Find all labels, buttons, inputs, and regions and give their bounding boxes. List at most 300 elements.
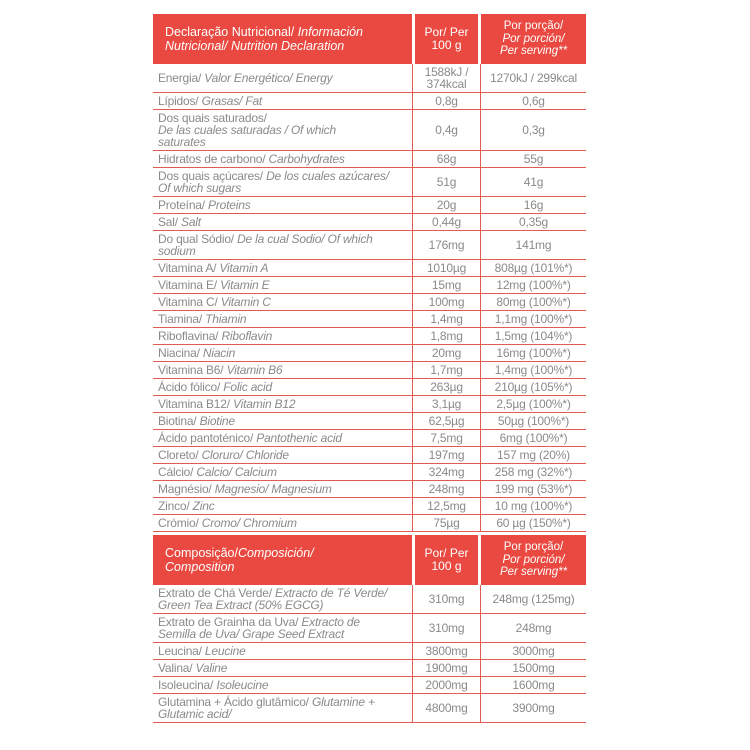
text-line: 4800mg xyxy=(425,701,468,715)
per-serving-value xyxy=(481,151,586,167)
per-serving-value xyxy=(481,110,586,150)
text-line xyxy=(158,72,410,84)
row-label xyxy=(153,413,412,429)
text-line xyxy=(158,364,410,376)
table-row xyxy=(153,151,586,168)
text-line: 1,8mg xyxy=(430,329,463,343)
text-line: 16g xyxy=(523,198,544,212)
text-line: 100 g xyxy=(431,559,462,573)
text-line xyxy=(481,566,586,579)
per-100g-value xyxy=(412,151,481,167)
text-line xyxy=(158,296,410,308)
text-line: 0,35g xyxy=(518,215,549,229)
per-serving-value xyxy=(481,311,586,327)
text-line: 1010µg xyxy=(426,261,467,275)
label-intl-segment: Zinc xyxy=(192,499,215,513)
per-serving-value xyxy=(481,260,586,276)
label-intl-segment: Extracto de xyxy=(301,615,360,629)
row-label xyxy=(153,362,412,378)
text-line xyxy=(158,415,410,427)
per-serving-value xyxy=(481,614,586,642)
label-intl-segment: De los cuales azúcares/ xyxy=(266,169,389,183)
text-line xyxy=(158,708,410,720)
nutrition-table xyxy=(153,14,586,723)
row-label xyxy=(153,231,412,259)
section-header xyxy=(153,14,586,64)
row-label xyxy=(153,464,412,480)
table-row xyxy=(153,294,586,311)
table-row xyxy=(153,413,586,430)
per-serving-value xyxy=(481,197,586,213)
per-serving-value xyxy=(481,168,586,196)
label-intl-segment: Leucine xyxy=(204,644,246,658)
per-100g-value xyxy=(412,660,481,676)
text-line: 808µg (101%*) xyxy=(494,261,573,275)
text-line: 80mg (100%*) xyxy=(496,295,571,309)
text-line: 41g xyxy=(523,175,544,189)
table-row xyxy=(153,168,586,197)
text-line xyxy=(158,679,410,691)
text-line: 263µg xyxy=(430,380,463,394)
label-intl-segment: Extracto de Té Verde/ xyxy=(275,586,388,600)
label-pt-segment: Lípidos/ xyxy=(158,94,202,108)
label-intl-segment: Of which sugars xyxy=(158,181,242,195)
label-pt-segment: Vitamina C/ xyxy=(158,295,221,309)
text-line: 16mg (100%*) xyxy=(496,346,571,360)
label-pt-segment: Cloreto/ xyxy=(158,448,202,462)
per-serving-value xyxy=(481,294,586,310)
per-100g-value xyxy=(412,464,481,480)
section-title xyxy=(153,535,412,585)
per-100g-column-header xyxy=(412,535,481,585)
per-100g-value xyxy=(412,93,481,109)
per-100g-value xyxy=(412,694,481,722)
table-row xyxy=(153,328,586,345)
per-100g-value xyxy=(412,168,481,196)
label-intl-segment: Salt xyxy=(181,215,201,229)
per-100g-value xyxy=(412,643,481,659)
label-intl-segment: Niacin xyxy=(202,346,236,360)
label-pt-segment: Dos quais saturados/ xyxy=(158,111,267,125)
row-label xyxy=(153,110,412,150)
text-line: 0,6g xyxy=(522,94,545,108)
table-row xyxy=(153,277,586,294)
label-intl-segment: Magnesio/ Magnesium xyxy=(214,482,332,496)
text-line xyxy=(158,95,410,107)
label-pt-segment: Ácido pantoténico/ xyxy=(158,431,257,445)
label-pt-segment: Leucina/ xyxy=(158,644,205,658)
label-intl-segment: De la cual Sodio/ Of which xyxy=(237,232,373,246)
text-line xyxy=(158,279,410,291)
per-100g-value xyxy=(412,260,481,276)
text-line: 157 mg (20%) xyxy=(497,448,570,462)
label-intl-segment: Por porción/ xyxy=(502,32,565,45)
per-serving-value xyxy=(481,214,586,230)
text-line: 20mg xyxy=(431,346,462,360)
text-line xyxy=(158,500,410,512)
label-intl-segment: Valine xyxy=(195,661,228,675)
text-line xyxy=(165,39,412,53)
row-label xyxy=(153,660,412,676)
label-pt-segment: Composição/ xyxy=(165,546,238,560)
text-line: 1588kJ / xyxy=(424,65,469,79)
text-line: 12,5mg xyxy=(427,499,466,513)
text-line: 1,4mg (100%*) xyxy=(494,363,573,377)
per-100g-value xyxy=(412,197,481,213)
label-intl-segment: Glutamic acid/ xyxy=(158,707,232,721)
per-100g-value xyxy=(412,64,481,92)
text-line xyxy=(158,466,410,478)
table-row xyxy=(153,64,586,93)
label-pt-segment: Crómio/ xyxy=(158,516,202,530)
per-100g-value xyxy=(412,362,481,378)
text-line xyxy=(158,432,410,444)
label-pt-segment: Do qual Sódio/ xyxy=(158,232,238,246)
text-line: 100 g xyxy=(431,38,462,52)
per-serving-value xyxy=(481,396,586,412)
text-line: 0,4g xyxy=(435,123,458,137)
text-line xyxy=(158,313,410,325)
text-line: 1,7mg xyxy=(430,363,463,377)
text-line xyxy=(481,33,586,46)
row-label xyxy=(153,481,412,497)
section-rows xyxy=(153,585,586,723)
text-line: 0,44g xyxy=(431,215,462,229)
label-pt-segment: Vitamina A/ xyxy=(158,261,220,275)
label-pt-segment: Isoleucina/ xyxy=(158,678,217,692)
label-pt-segment: Vitamina B6/ xyxy=(158,363,227,377)
row-label xyxy=(153,294,412,310)
text-line: Por/ Per xyxy=(424,546,469,560)
table-row xyxy=(153,481,586,498)
label-intl-segment: Biotine xyxy=(199,414,235,428)
per-serving-value xyxy=(481,643,586,659)
label-pt-segment: Zinco/ xyxy=(158,499,193,513)
table-row xyxy=(153,677,586,694)
row-label xyxy=(153,168,412,196)
text-line: 3900mg xyxy=(512,701,555,715)
per-serving-value xyxy=(481,64,586,92)
section-header xyxy=(153,535,586,585)
text-line: 100mg xyxy=(428,295,465,309)
table-row xyxy=(153,515,586,532)
table-row xyxy=(153,614,586,643)
per-100g-value xyxy=(412,614,481,642)
table-row xyxy=(153,231,586,260)
table-row xyxy=(153,498,586,515)
label-intl-segment: Per serving** xyxy=(499,566,568,579)
label-pt-segment: Extrato de Grainha da Uva/ xyxy=(158,615,302,629)
text-line: 0,8g xyxy=(435,94,458,108)
label-intl-segment: Semilla de Uva/ Grape Seed Extract xyxy=(158,627,344,641)
row-label xyxy=(153,345,412,361)
text-line: 248mg xyxy=(428,482,465,496)
label-intl-segment: Green Tea Extract (50% EGCG) xyxy=(158,598,324,612)
text-line xyxy=(158,483,410,495)
text-line xyxy=(158,381,410,393)
table-row xyxy=(153,643,586,660)
table-row xyxy=(153,311,586,328)
text-line: 248mg (125mg) xyxy=(492,592,575,606)
table-row xyxy=(153,447,586,464)
per-serving-value xyxy=(481,585,586,613)
table-row xyxy=(153,430,586,447)
row-label xyxy=(153,585,412,613)
text-line: 75µg xyxy=(433,516,460,530)
row-label xyxy=(153,64,412,92)
per-serving-value xyxy=(481,93,586,109)
table-section xyxy=(153,14,586,532)
per-serving-value xyxy=(481,515,586,531)
per-100g-value xyxy=(412,498,481,514)
label-intl-segment: Composición/ xyxy=(237,546,314,560)
label-pt-segment: Energia/ xyxy=(158,71,205,85)
row-label xyxy=(153,447,412,463)
row-label xyxy=(153,498,412,514)
text-line: 12mg (100%*) xyxy=(496,278,571,292)
label-pt-segment: Sal/ xyxy=(158,215,182,229)
table-row xyxy=(153,379,586,396)
text-line xyxy=(158,182,410,194)
text-line xyxy=(158,398,410,410)
row-label xyxy=(153,379,412,395)
text-line xyxy=(158,347,410,359)
row-label xyxy=(153,677,412,693)
per-serving-value xyxy=(481,277,586,293)
per-100g-value xyxy=(412,585,481,613)
per-100g-value xyxy=(412,396,481,412)
text-line: 1900mg xyxy=(425,661,468,675)
per-serving-value xyxy=(481,379,586,395)
label-intl-segment: Calcio/ Calcium xyxy=(196,465,277,479)
text-line xyxy=(481,45,586,58)
text-line: 1600mg xyxy=(512,678,555,692)
text-line: 3000mg xyxy=(512,644,555,658)
row-label xyxy=(153,260,412,276)
per-100g-value xyxy=(412,677,481,693)
table-section xyxy=(153,535,586,723)
text-line: 10 mg (100%*) xyxy=(494,499,573,513)
row-label xyxy=(153,214,412,230)
per-serving-column-header xyxy=(481,14,586,64)
text-line: 3800mg xyxy=(425,644,468,658)
label-intl-segment: Grasas/ Fat xyxy=(201,94,263,108)
table-row xyxy=(153,214,586,231)
per-100g-value xyxy=(412,311,481,327)
table-row xyxy=(153,197,586,214)
row-label xyxy=(153,328,412,344)
per-100g-value xyxy=(412,413,481,429)
text-line xyxy=(158,517,410,529)
label-pt-segment: Extrato de Chá Verde/ xyxy=(158,586,276,600)
per-100g-value xyxy=(412,328,481,344)
text-line xyxy=(481,20,586,33)
label-pt-segment: Proteína/ xyxy=(158,198,209,212)
text-line: 324mg xyxy=(428,465,465,479)
text-line: 0,3g xyxy=(522,123,545,137)
label-pt-segment: Cálcio/ xyxy=(158,465,197,479)
text-line: 3,1µg xyxy=(431,397,462,411)
table-row xyxy=(153,660,586,677)
text-line: 310mg xyxy=(428,592,465,606)
text-line xyxy=(158,216,410,228)
label-intl-segment: Thiamin xyxy=(205,312,247,326)
text-line: 6mg (100%*) xyxy=(499,431,568,445)
label-intl-segment: Vitamin A xyxy=(219,261,269,275)
label-intl-segment: De las cuales saturadas / Of which xyxy=(158,123,336,137)
text-line xyxy=(158,199,410,211)
text-line: 1270kJ / 299kcal xyxy=(490,71,577,85)
text-line: 210µg (105%*) xyxy=(494,380,573,394)
label-pt-segment: Valina/ xyxy=(158,661,196,675)
per-100g-value xyxy=(412,515,481,531)
label-pt-segment: Tiamina/ xyxy=(158,312,206,326)
text-line: 51g xyxy=(436,175,457,189)
label-pt-segment: Glutamina + Ácido glutâmico/ xyxy=(158,695,312,709)
label-intl-segment: Vitamin C xyxy=(220,295,271,309)
per-serving-value xyxy=(481,231,586,259)
text-line: 258 mg (32%*) xyxy=(494,465,573,479)
per-100g-value xyxy=(412,345,481,361)
per-100g-value xyxy=(412,277,481,293)
text-line xyxy=(158,599,410,611)
text-line: 176mg xyxy=(428,238,465,252)
text-line: 20g xyxy=(436,198,457,212)
text-line xyxy=(158,662,410,674)
label-pt-segment: Vitamina E/ xyxy=(158,278,221,292)
text-line xyxy=(158,449,410,461)
text-line: 310mg xyxy=(428,621,465,635)
row-label xyxy=(153,93,412,109)
table-row xyxy=(153,585,586,614)
per-100g-value xyxy=(412,430,481,446)
text-line: 1,1mg (100%*) xyxy=(494,312,573,326)
label-intl-segment: Carbohydrates xyxy=(268,152,345,166)
text-line xyxy=(158,136,410,148)
table-row xyxy=(153,464,586,481)
label-intl-segment: Per serving** xyxy=(499,45,568,58)
text-line xyxy=(158,233,410,245)
per-serving-value xyxy=(481,362,586,378)
label-pt-segment: Riboflavina/ xyxy=(158,329,222,343)
text-line xyxy=(158,262,410,274)
per-serving-value xyxy=(481,694,586,722)
label-pt-segment: Niacina/ xyxy=(158,346,203,360)
text-line: 62,5µg xyxy=(428,414,465,428)
table-row xyxy=(153,362,586,379)
table-row xyxy=(153,110,586,151)
label-intl-segment: Información xyxy=(297,25,364,39)
row-label xyxy=(153,515,412,531)
text-line xyxy=(158,628,410,640)
label-intl-segment: Vitamin B12 xyxy=(233,397,296,411)
label-pt-segment: Declaração Nutricional/ xyxy=(165,25,298,39)
per-100g-value xyxy=(412,110,481,150)
text-line xyxy=(158,645,410,657)
text-line: 50µg (100%*) xyxy=(497,414,570,428)
label-pt-segment: Por porção/ xyxy=(503,541,564,554)
text-line: Por/ Per xyxy=(424,25,469,39)
text-line: 141mg xyxy=(515,238,552,252)
label-intl-segment: saturates xyxy=(158,135,206,149)
table-row xyxy=(153,396,586,413)
table-row xyxy=(153,93,586,110)
label-intl-segment: Composition xyxy=(165,560,235,574)
text-line xyxy=(481,554,586,567)
label-pt-segment: Ácido fólico/ xyxy=(158,380,224,394)
text-line: 1,4mg xyxy=(430,312,463,326)
label-intl-segment: Proteins xyxy=(208,198,251,212)
label-intl-segment: Glutamine + xyxy=(311,695,375,709)
per-serving-value xyxy=(481,430,586,446)
text-line xyxy=(158,153,410,165)
label-intl-segment: Riboflavin xyxy=(221,329,273,343)
label-pt-segment: Hidratos de carbono/ xyxy=(158,152,269,166)
text-line: 374kcal xyxy=(426,77,467,91)
per-serving-value xyxy=(481,328,586,344)
per-100g-value xyxy=(412,294,481,310)
per-100g-value xyxy=(412,379,481,395)
label-intl-segment: Valor Energético/ Energy xyxy=(204,71,333,85)
per-100g-value xyxy=(412,214,481,230)
text-line: 1,5mg (104%*) xyxy=(494,329,573,343)
text-line: 197mg xyxy=(428,448,465,462)
label-intl-segment: Vitamin B6 xyxy=(226,363,283,377)
per-100g-value xyxy=(412,231,481,259)
text-line: 2,5µg (100%*) xyxy=(496,397,571,411)
text-line: 2000mg xyxy=(425,678,468,692)
table-row xyxy=(153,260,586,277)
row-label xyxy=(153,277,412,293)
label-pt-segment: Dos quais açúcares/ xyxy=(158,169,267,183)
per-serving-value xyxy=(481,498,586,514)
text-line xyxy=(165,546,412,560)
label-pt-segment: Vitamina B12/ xyxy=(158,397,234,411)
per-serving-column-header xyxy=(481,535,586,585)
per-100g-value xyxy=(412,481,481,497)
label-intl-segment: sodium xyxy=(158,244,196,258)
row-label xyxy=(153,311,412,327)
per-serving-value xyxy=(481,413,586,429)
row-label xyxy=(153,151,412,167)
label-intl-segment: Vitamin E xyxy=(220,278,270,292)
text-line xyxy=(481,541,586,554)
per-serving-value xyxy=(481,677,586,693)
per-serving-value xyxy=(481,447,586,463)
text-line xyxy=(165,560,412,574)
per-100g-column-header xyxy=(412,14,481,64)
label-intl-segment: Folic acid xyxy=(223,380,272,394)
text-line: 60 µg (150%*) xyxy=(496,516,571,530)
text-line: 199 mg (53%*) xyxy=(494,482,573,496)
label-intl-segment: Cromo/ Chromium xyxy=(201,516,297,530)
text-line xyxy=(165,25,412,39)
label-intl-segment: Cloruro/ Chloride xyxy=(201,448,289,462)
label-pt-segment: Por porção/ xyxy=(503,20,564,33)
per-serving-value xyxy=(481,481,586,497)
text-line xyxy=(158,330,410,342)
row-label xyxy=(153,614,412,642)
section-rows xyxy=(153,64,586,532)
label-pt-segment: Biotina/ xyxy=(158,414,200,428)
label-intl-segment: Nutricional/ Nutrition Declaration xyxy=(165,39,345,53)
row-label xyxy=(153,396,412,412)
text-line: 55g xyxy=(523,152,544,166)
text-line: 1500mg xyxy=(512,661,555,675)
label-intl-segment: Por porción/ xyxy=(502,553,565,566)
table-row xyxy=(153,345,586,362)
row-label xyxy=(153,643,412,659)
